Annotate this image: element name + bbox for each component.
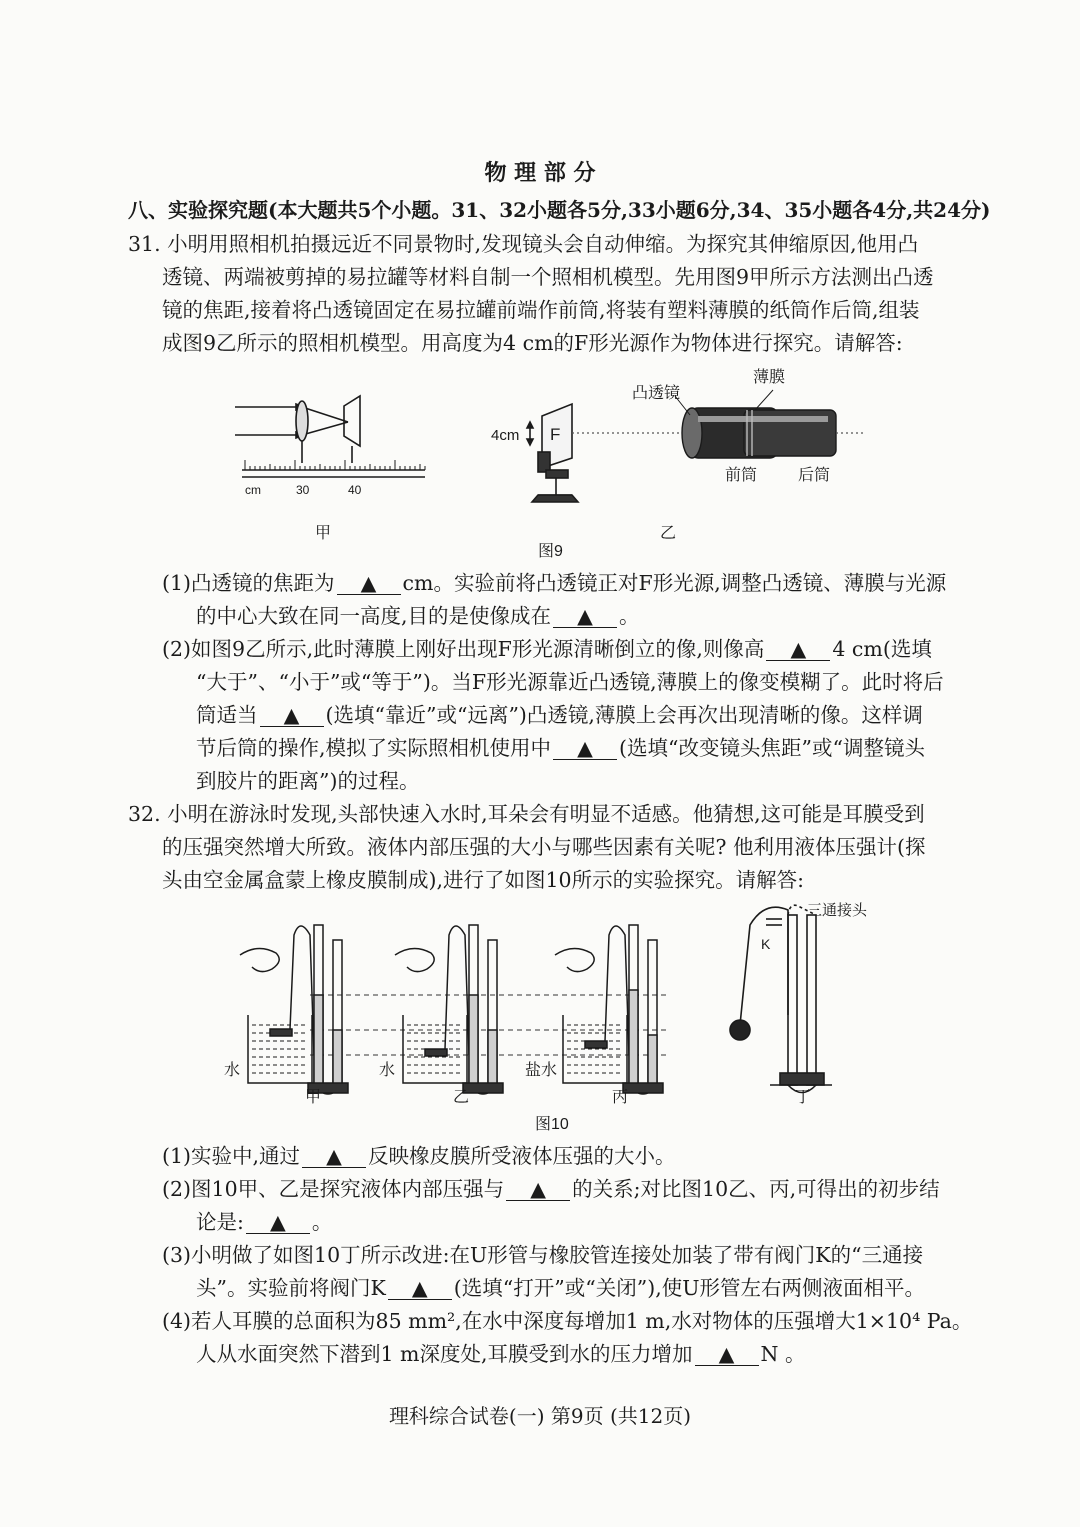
section-title: 物 理 部 分: [484, 160, 596, 186]
probe: [270, 1029, 292, 1036]
q32-4-line-1: (4)若人耳膜的总面积为85 mm²,在水中深度每增加1 m,水对物体的压强增大1×10⁴ Pa。: [162, 1309, 973, 1333]
q32-line-3: 头由空金属盒蒙上橡皮膜制成),进行了如图10所示的实验探究。请解答:: [162, 868, 805, 892]
fig9-tick-30: 30: [296, 483, 310, 497]
fig10-label-jia: 甲: [305, 1089, 322, 1106]
q32-3-line-1: (3)小明做了如图10丁所示改进:在U形管与橡胶管连接处加装了带有阀门K的“三通接: [162, 1243, 924, 1267]
figure-9: [220, 360, 880, 565]
q31-line-2: 透镜、两端被剪掉的易拉罐等材料自制一个照相机模型。先用图9甲所示方法测出凸透: [162, 265, 934, 289]
q31-2-line-4: 节后筒的操作,模拟了实际照相机使用中 ▲ (选填“改变镜头焦距”或“调整镜头: [196, 736, 925, 760]
q32-1: (1)实验中,通过 ▲ 反映橡皮膜所受液体压强的大小。: [162, 1144, 676, 1168]
answer-blank[interactable]: ▲: [260, 704, 324, 727]
pressure-gauge-setup: [395, 925, 503, 1094]
fig10-ding-apparatus: [730, 905, 832, 1092]
liquid-left: [314, 995, 323, 1085]
fig9-caption: 图9: [538, 543, 563, 560]
answer-blank[interactable]: ▲: [553, 737, 617, 760]
fig9-tick-40: 40: [348, 483, 362, 497]
fig9-rear-label: 后筒: [798, 467, 831, 484]
fig9-film-label: 薄膜: [753, 369, 786, 386]
probe: [585, 1041, 607, 1048]
answer-blank[interactable]: ▲: [506, 1178, 570, 1201]
answer-blank[interactable]: ▲: [695, 1343, 759, 1366]
q31-2-line-2: “大于”、“小于”或“等于”)。当F形光源靠近凸透镜,薄膜上的像变模糊了。此时将后: [196, 670, 944, 694]
fig10-tee-label: 三通接头: [807, 902, 868, 919]
fig9-front-label: 前筒: [725, 467, 758, 484]
fig9-jia-bench: [235, 396, 425, 477]
pressure-gauge-setup: [240, 925, 348, 1094]
fig10-caption: 图10: [535, 1116, 569, 1133]
fig10-apparatus-set: [240, 925, 663, 1094]
q31-line-1: 31. 小明用照相机拍摄远近不同景物时,发现镜头会自动伸缩。为探究其伸缩原因,他用凸: [128, 232, 919, 256]
hand: [555, 948, 594, 971]
answer-blank[interactable]: ▲: [766, 638, 830, 661]
q31-2-line-3: 筒适当 ▲ (选填“靠近”或“远离”)凸透镜,薄膜上会再次出现清晰的像。这样调: [196, 703, 923, 727]
fig10-label-yi: 乙: [453, 1089, 470, 1106]
liquid-right: [488, 1030, 497, 1085]
q32-line-2: 的压强突然增大所致。液体内部压强的大小与哪些因素有关呢? 他利用液体压强计(探: [162, 835, 926, 859]
liquid-left: [629, 990, 638, 1085]
q32-4-line-2: 人从水面突然下潜到1 m深度处,耳膜受到水的压力增加 ▲ N 。: [196, 1342, 806, 1366]
q31-1-line-1: (1)凸透镜的焦距为 ▲ cm。实验前将凸透镜正对F形光源,调整凸透镜、薄膜与光源: [162, 571, 947, 595]
answer-blank[interactable]: ▲: [246, 1211, 310, 1234]
probe: [425, 1049, 447, 1056]
liquid-right: [648, 1035, 657, 1085]
page-footer: 理科综合试卷(一) 第9页 (共12页): [388, 1404, 692, 1428]
hand: [395, 948, 434, 971]
q32-2-line-2: 论是: ▲ 。: [196, 1210, 333, 1234]
rubber-tube: [290, 926, 314, 1055]
q32-line-1: 32. 小明在游泳时发现,头部快速入水时,耳朵会有明显不适感。他猜想,这可能是耳膜受到: [128, 802, 925, 826]
fig9-lens-label: 凸透镜: [632, 385, 681, 402]
q32-3-line-2: 头”。实验前将阀门K ▲ (选填“打开”或“关闭”),使U形管左右两侧液面相平。: [196, 1276, 926, 1300]
figure-10: [210, 895, 900, 1140]
answer-blank[interactable]: ▲: [553, 605, 617, 628]
stand-base: [623, 1083, 663, 1093]
rubber-tube: [605, 926, 629, 1055]
fig9-label-yi: 乙: [660, 525, 677, 542]
fig9-light-source: [527, 404, 578, 502]
q31-line-3: 镜的焦距,接着将凸透镜固定在易拉罐前端作前筒,将装有塑料薄膜的纸筒作后筒,组装: [162, 298, 920, 322]
liquid-right: [333, 1030, 342, 1085]
fig10-brine: 盐水: [525, 1062, 558, 1079]
q32-2-line-1: (2)图10甲、乙是探究液体内部压强与 ▲ 的关系;对比图10乙、丙,可得出的初步结: [162, 1177, 940, 1201]
fig9-ruler-ticks: [245, 460, 425, 470]
pressure-gauge-setup: [555, 925, 663, 1094]
fig9-source-letter: F: [550, 425, 561, 444]
fig10-label-bing: 丙: [612, 1089, 629, 1106]
rubber-tube: [445, 926, 469, 1055]
fig10-label-ding: 丁: [795, 1089, 812, 1106]
q31-1-line-2: 的中心大致在同一高度,目的是使像成在 ▲ 。: [196, 604, 640, 628]
fig10-water-2: 水: [379, 1062, 396, 1079]
section-header: 八、实验探究题(本大题共5个小题。31、32小题各5分,33小题6分,34、35小题各4分,共24分): [128, 198, 991, 222]
q31-2-line-5: 到胶片的距离”)的过程。: [196, 769, 420, 793]
liquid-left: [469, 995, 478, 1085]
fig10-water-1: 水: [224, 1062, 241, 1079]
fig9-label-jia: 甲: [315, 525, 332, 542]
fig10-valve-label: K: [761, 936, 771, 952]
q31-2-line-1: (2)如图9乙所示,此时薄膜上刚好出现F形光源清晰倒立的像,则像高 ▲ 4 cm(选填: [162, 637, 932, 661]
fig9-height-label: 4cm: [491, 427, 520, 444]
answer-blank[interactable]: ▲: [302, 1145, 366, 1168]
answer-blank[interactable]: ▲: [388, 1277, 452, 1300]
fig9-camera-model: [682, 408, 836, 458]
fig9-scale-unit: cm: [245, 483, 261, 497]
q31-line-4: 成图9乙所示的照相机模型。用高度为4 cm的F形光源作为物体进行探究。请解答:: [162, 331, 903, 355]
answer-blank[interactable]: ▲: [337, 572, 401, 595]
hand: [240, 948, 279, 971]
